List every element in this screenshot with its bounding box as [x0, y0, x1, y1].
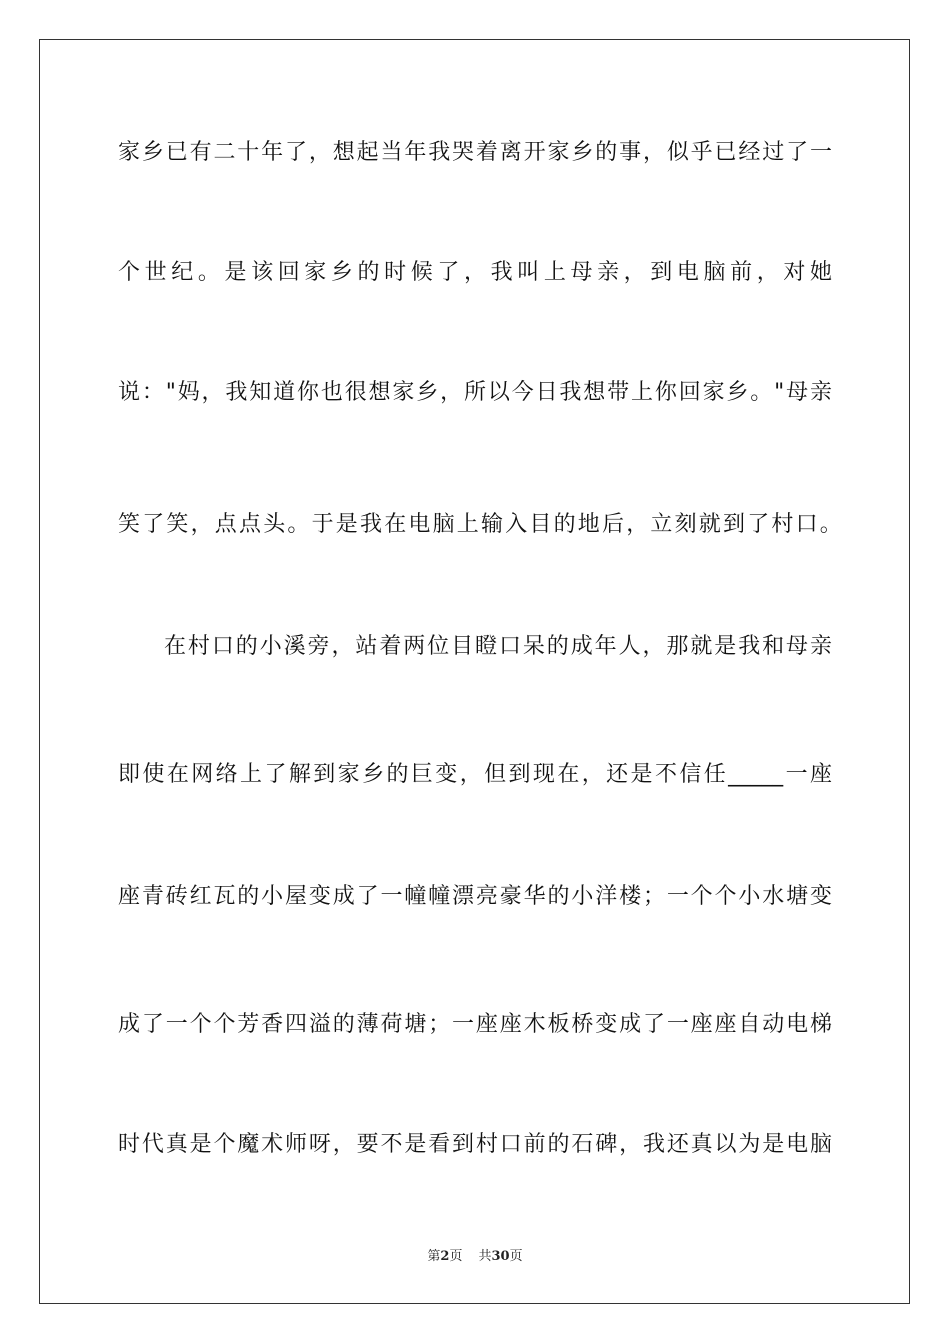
page-suffix: 页 — [449, 1249, 463, 1264]
page-number: 2 — [440, 1249, 450, 1264]
text-line-5-paragraph-start: 在村口的小溪旁，站着两位目瞪口呆的成年人，那就是我和母亲 — [164, 634, 832, 659]
text-line-6: 即使在网络上了解到家乡的巨变，但到现在，还是不信任_____一座 — [118, 762, 832, 787]
text-line-7: 座青砖红瓦的小屋变成了一幢幢漂亮豪华的小洋楼；一个个小水塘变 — [118, 884, 832, 909]
total-suffix: 页 — [509, 1249, 523, 1264]
text-line-9: 时代真是个魔术师呀，要不是看到村口前的石碑，我还真以为是电脑 — [118, 1132, 832, 1157]
text-line-4: 笑了笑，点点头。于是我在电脑上输入目的地后，立刻就到了村口。 — [118, 512, 845, 537]
text-line-8: 成了一个个芳香四溢的薄荷塘；一座座木板桥变成了一座座自动电梯 — [118, 1012, 832, 1037]
text-line-3: 说："妈，我知道你也很想家乡，所以今日我想带上你回家乡。"母亲 — [118, 380, 832, 405]
text-line-2: 个世纪。是该回家乡的时候了，我叫上母亲，到电脑前，对她 — [118, 260, 832, 285]
total-pages: 30 — [491, 1249, 510, 1264]
page-footer — [0, 1248, 950, 1266]
total-prefix: 共 — [478, 1249, 492, 1264]
text-line-1: 家乡已有二十年了，想起当年我哭着离开家乡的事，似乎已经过了一 — [118, 140, 832, 165]
page-border — [39, 39, 910, 1304]
page-prefix: 第 — [427, 1249, 441, 1264]
